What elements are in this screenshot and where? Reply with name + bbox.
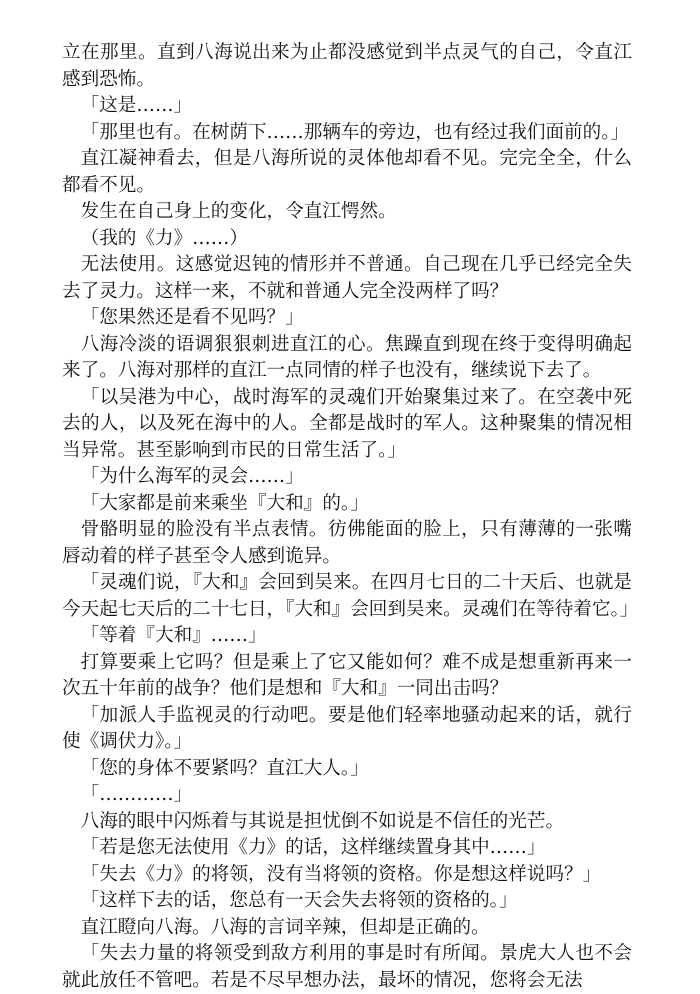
- paragraph: 立在那里。直到八海说出来为止都没感觉到半点灵气的自己，令直江感到恐怖。: [62, 42, 632, 90]
- paragraph: 「这是……」: [80, 95, 193, 116]
- paragraph: 「灵魂们说，『大和』会回到吴来。在四月七日的二十天后、也就是今天起七天后的二十七日，『大和』会回到吴来。灵魂们在等待着它。」: [62, 572, 639, 620]
- paragraph: 发生在自己身上的变化，令直江愕然。: [80, 201, 397, 222]
- paragraph: 无法使用。这感觉迟钝的情形并不普通。自己现在几乎已经完全失去了灵力。这样一来，不就和普通人完全没两样了吗？: [62, 254, 632, 302]
- paragraph: 「以吴港为中心，战时海军的灵魂们开始聚集过来了。在空袭中死去的人，以及死在海中的人。全都是战时的军人。这种聚集的情况相当异常。甚至影响到市民的日常生活了。」: [62, 386, 632, 461]
- paragraph: 直江凝神看去，但是八海所说的灵体他却看不见。完完全全，什么都看不见。: [62, 148, 632, 196]
- paragraph: 八海的眼中闪烁着与其说是担忧倒不如说是不信任的光芒。: [80, 810, 565, 832]
- paragraph: 「失去力量的将领受到敌方利用的事是时有所闻。景虎大人也不会就此放任不管吧。若是不尽早想办法，最坏的情况，您将会无法: [62, 943, 632, 991]
- paragraph: 「大家都是前来乘坐『大和』的。」: [80, 492, 369, 514]
- paragraph: 「那里也有。在树荫下……那辆车的旁边，也有经过我们面前的。」: [80, 121, 630, 143]
- paragraph: 「加派人手监视灵的行动吧。要是他们轻率地骚动起来的话，就行使《调伏力》。」: [62, 704, 632, 752]
- paragraph: 「这样下去的话，您总有一天会失去将领的资格的。」: [80, 890, 518, 911]
- paragraph: 「您的身体不要紧吗？直江大人。」: [80, 757, 369, 779]
- paragraph: 「失去《力》的将领，没有当将领的资格。你是想这样说吗？」: [80, 863, 602, 885]
- paragraph: 直江瞪向八海。八海的言词辛辣，但却是正确的。: [80, 916, 490, 938]
- paragraph: 「等着『大和』……」: [80, 625, 267, 646]
- paragraph: 「您果然还是看不见吗？」: [80, 307, 304, 328]
- paragraph: 骨骼明显的脸没有半点表情。彷佛能面的脸上，只有薄薄的一张嘴唇动着的样子甚至令人感到诡异。: [62, 519, 632, 567]
- paragraph: 打算要乘上它吗？但是乘上了它又能如何？难不成是想重新再来一次五十年前的战争？他们是想和『大和』一同出击吗？: [62, 651, 632, 699]
- paragraph: 「…………」: [80, 784, 193, 805]
- paragraph: 「若是您无法使用《力》的话，这样继续置身其中……」: [80, 837, 546, 858]
- paragraph: 八海冷淡的语调狠狠刺进直江的心。焦躁直到现在终于变得明确起来了。八海对那样的直江一点同情的样子也没有，继续说下去了。: [62, 333, 632, 381]
- document-page: [62, 40, 639, 994]
- paragraph: （我的《力》……）: [80, 227, 248, 249]
- paragraph: 「为什么海军的灵会……」: [80, 466, 304, 487]
